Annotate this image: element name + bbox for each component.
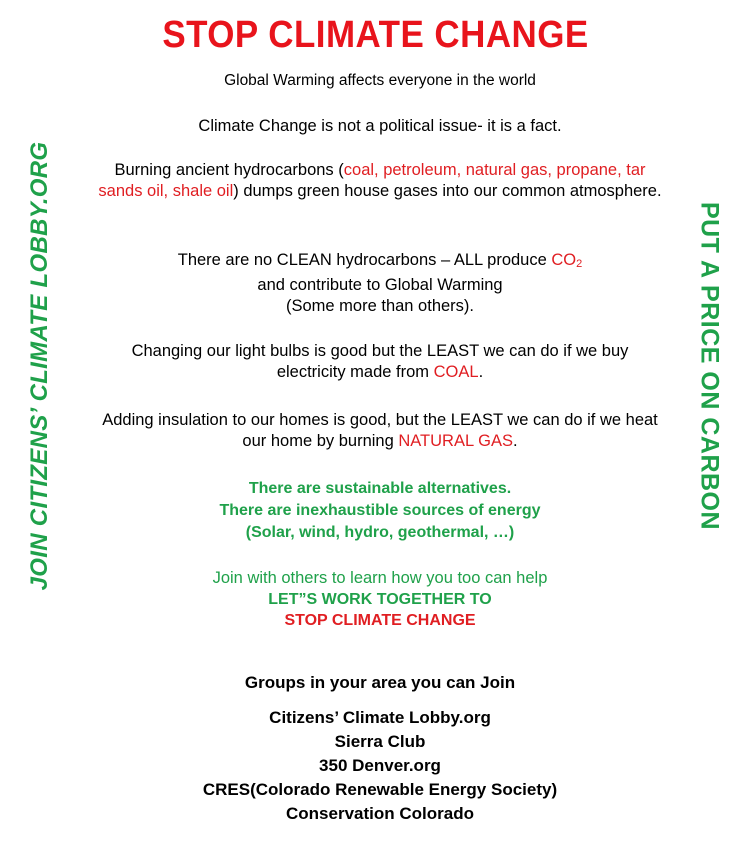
paragraph-light-bulbs-before: Changing our light bulbs is good but the LEAST we can do if we buy electricity made from [131, 342, 629, 381]
clean-line-2: and contribute to Global Warming [257, 276, 503, 294]
paragraph-hydrocarbons [95, 160, 665, 202]
list-item: 350 Denver.org [319, 756, 441, 775]
paragraph-clean-hydrocarbons [95, 250, 665, 317]
subtitle: Global Warming affects everyone in the world [224, 72, 536, 89]
cta-line-1: Join with others to learn how you too can help [212, 569, 548, 587]
co2-subscript: 2 [576, 258, 583, 270]
paragraph-hydrocarbons-before: Burning ancient hydrocarbons ( [114, 161, 344, 179]
paragraph-insulation-before: Adding insulation to our homes is good, but the LEAST we can do if we heat our home by burning [102, 411, 658, 450]
alternatives-line-3: (Solar, wind, hydro, geothermal, …) [245, 524, 515, 541]
clean-line-1 [95, 250, 665, 275]
natural-gas-highlight: NATURAL GAS [398, 432, 513, 450]
paragraph-light-bulbs-after: . [478, 363, 484, 381]
coal-highlight: COAL [433, 363, 479, 381]
side-banner-right-text: PUT A PRICE ON CARBON [695, 201, 724, 531]
alternatives-line-2: There are inexhaustible sources of energy [219, 502, 541, 519]
clean-line-3: (Some more than others). [286, 297, 474, 315]
list-item: CRES(Colorado Renewable Energy Society) [202, 780, 558, 799]
paragraph-political: Climate Change is not a political issue- it is a fact. [198, 117, 562, 135]
cta-line-2: LET”S WORK TOGETHER TO [268, 591, 492, 608]
paragraph-call-to-action [95, 568, 665, 631]
list-item: Citizens’ Climate Lobby.org [269, 708, 491, 727]
paragraph-alternatives [95, 478, 665, 544]
co2-main: CO [551, 251, 577, 269]
paragraph-insulation [95, 410, 665, 452]
paragraph-hydrocarbons-after: ) dumps green house gases into our common atmosphere. [233, 182, 662, 200]
groups-list [95, 706, 665, 826]
page-title: STOP CLIMATE CHANGE [162, 14, 589, 56]
list-item: Sierra Club [334, 732, 426, 751]
alternatives-line-1: There are sustainable alternatives. [248, 480, 512, 497]
list-item: Conservation Colorado [286, 804, 474, 823]
hydrocarbon-list: coal, petroleum, natural gas, propane, tar sands oil, shale oil [98, 161, 646, 200]
side-banner-left-text: JOIN CITIZENS’ CLIMATE LOBBY.ORG [26, 141, 53, 591]
paragraph-light-bulbs [95, 341, 665, 383]
clean-line-1-text: There are no CLEAN hydrocarbons – ALL produce [177, 251, 552, 269]
paragraph-insulation-after: . [512, 432, 518, 450]
co2-label [551, 251, 582, 269]
cta-line-3: STOP CLIMATE CHANGE [284, 612, 476, 629]
groups-heading: Groups in your area you can Join [244, 673, 516, 692]
